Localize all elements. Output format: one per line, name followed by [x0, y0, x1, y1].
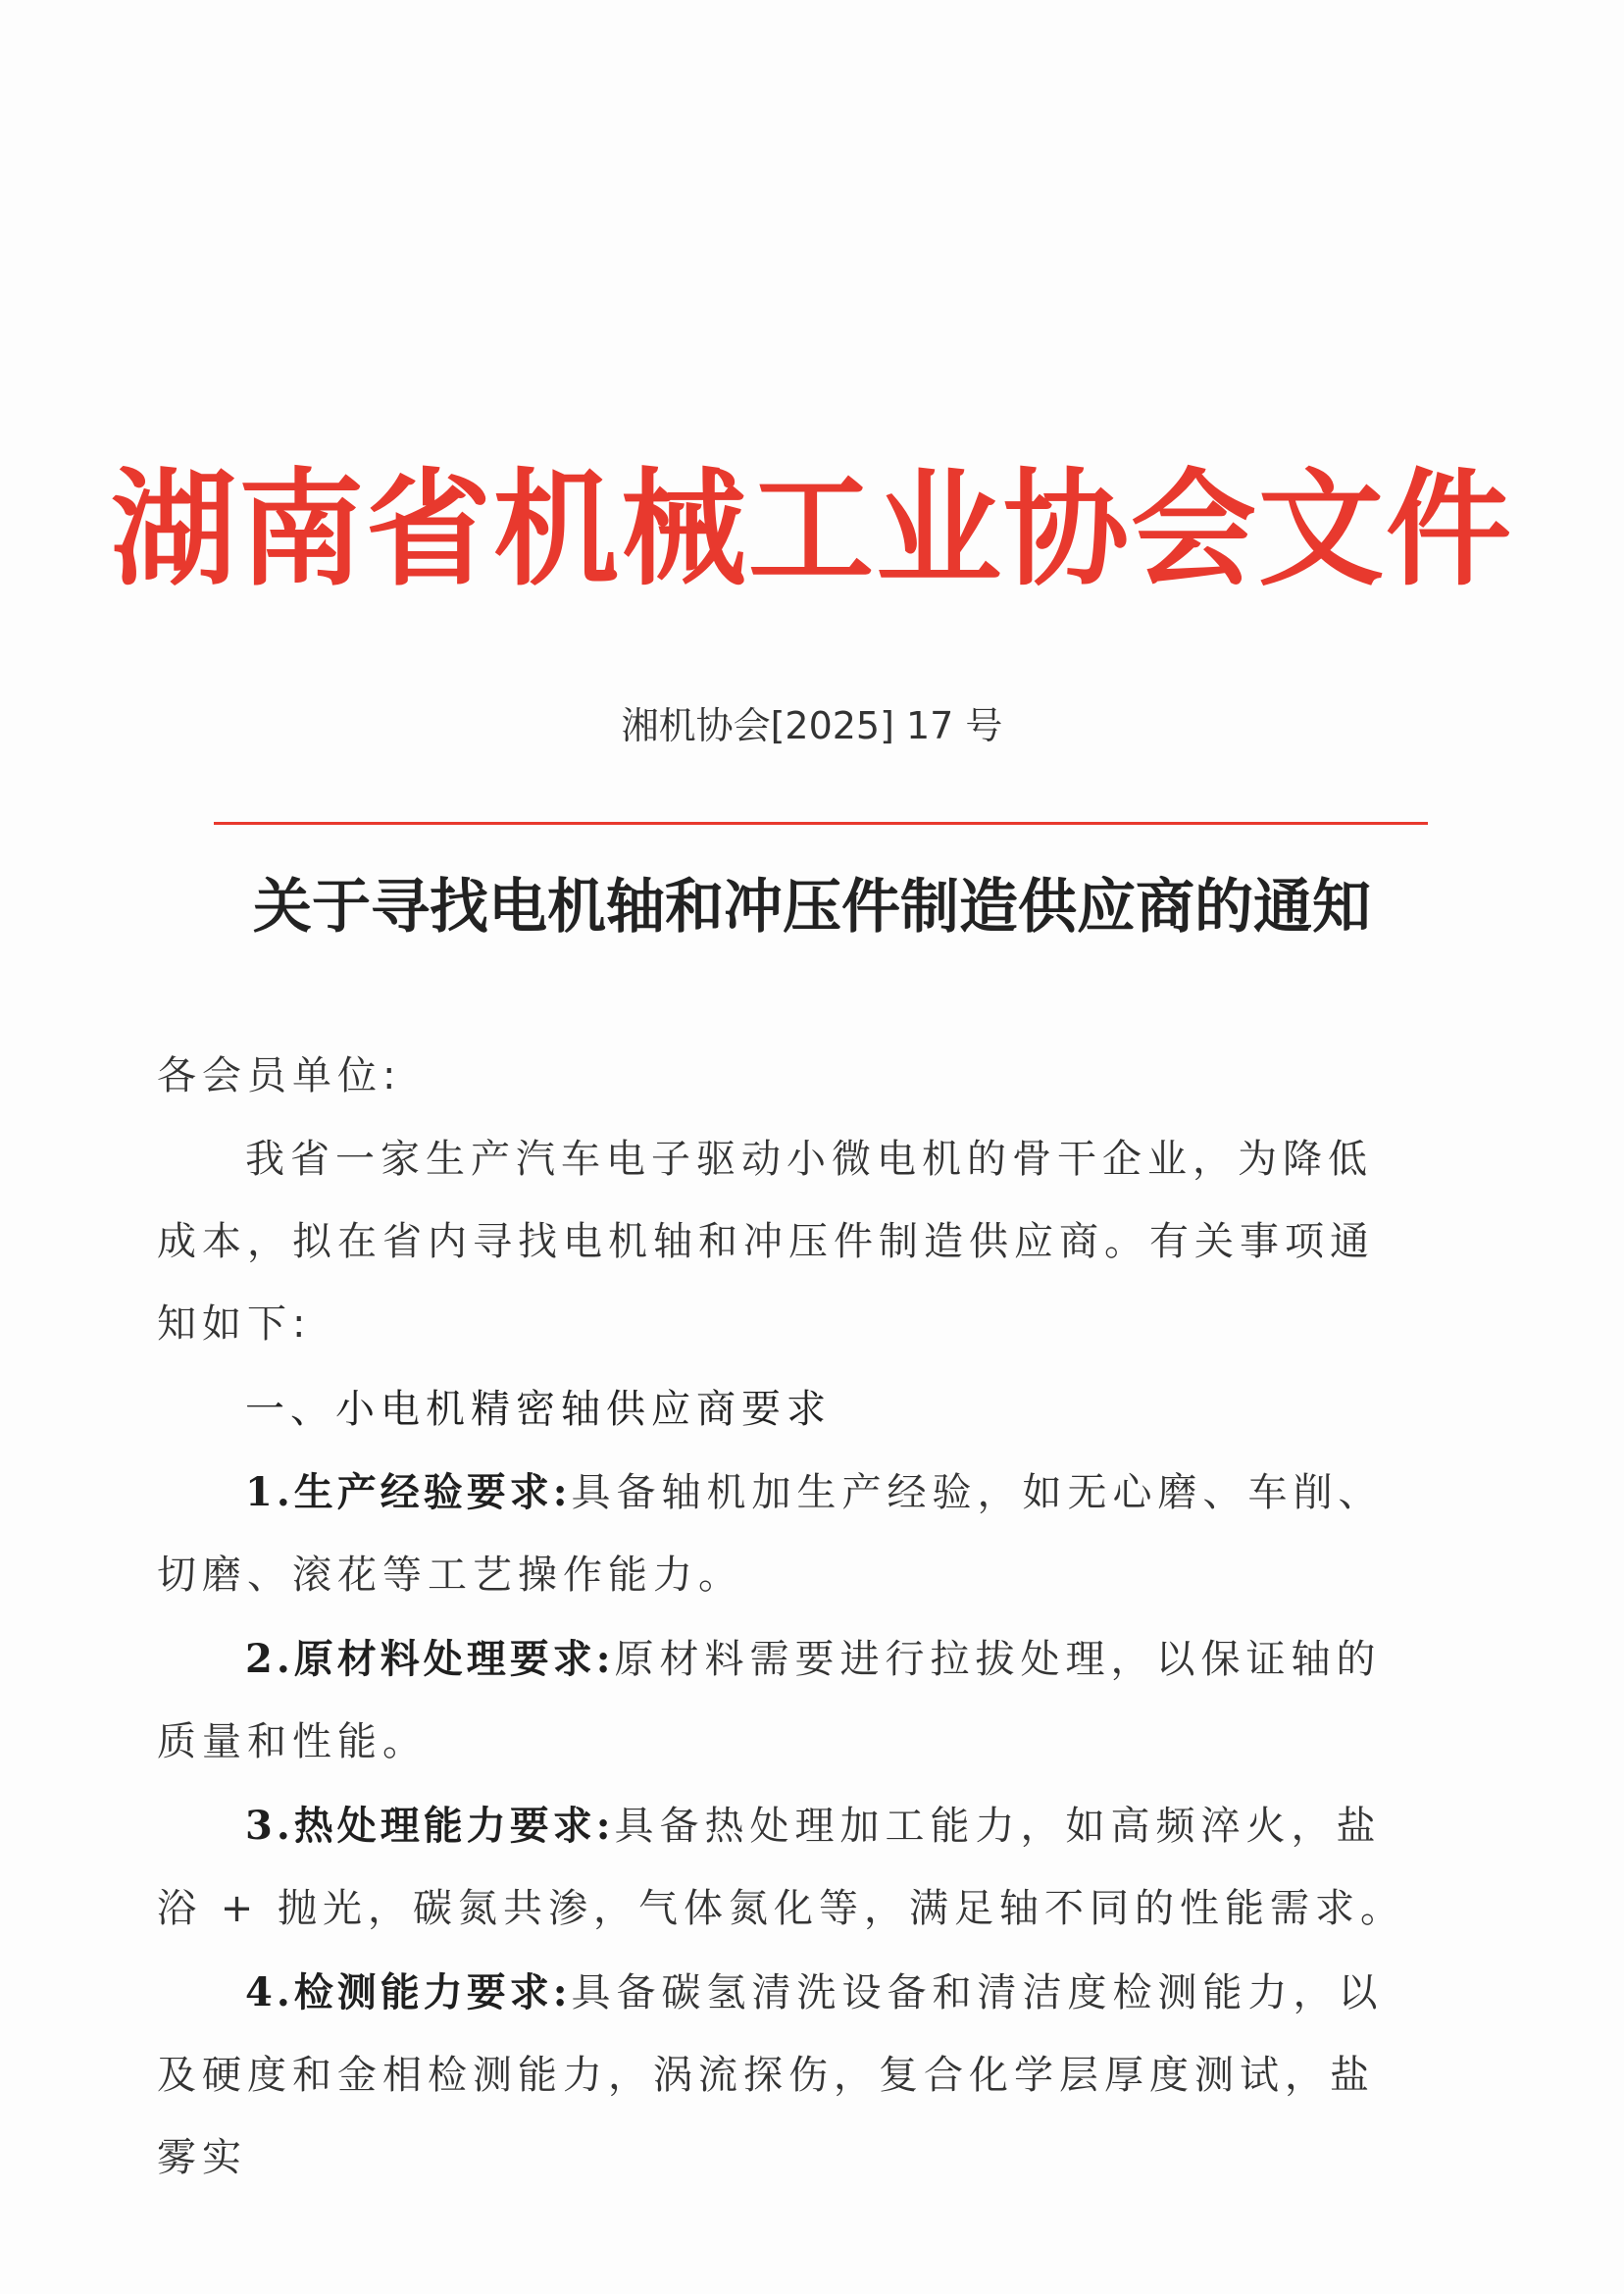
- requirement-item: [157, 1785, 1412, 1950]
- requirement-item: [157, 1618, 1412, 1783]
- document-title: 关于寻找电机轴和冲压件制造供应商的通知: [253, 873, 1371, 942]
- intro-paragraph: 我省一家生产汽车电子驱动小微电机的骨干企业，为降低成本，拟在省内寻找电机轴和冲压件制造供应商。有关事项通知如下:: [157, 1137, 1375, 1347]
- requirement-text: 原材料需要进行拉拔处理，以保证轴的质量和性能。: [157, 1637, 1382, 1764]
- document-number: 湘机协会[2025] 17 号: [621, 704, 1003, 747]
- requirement-label: 3.热处理能力要求:: [245, 1803, 615, 1849]
- section-heading-1: 一、小电机精密轴供应商要求: [245, 1387, 832, 1432]
- header-divider: [214, 822, 1428, 825]
- requirement-text: 具备碳氢清洗设备和清洁度检测能力，以及硬度和金相检测能力，涡流探伤，复合化学层厚度测试，盐雾实: [157, 1970, 1384, 2180]
- requirement-label: 2.原材料处理要求:: [245, 1636, 615, 1682]
- requirement-text: 具备轴机加生产经验，如无心磨、车削、切磨、滚花等工艺操作能力。: [157, 1470, 1384, 1598]
- requirement-label: 1.生产经验要求:: [245, 1469, 572, 1515]
- requirement-label: 4.检测能力要求:: [245, 1969, 572, 2015]
- salutation: 各会员单位:: [157, 1053, 402, 1098]
- requirement-item: [157, 1952, 1412, 2199]
- requirement-text: 具备热处理加工能力，如高频淬火，盐浴 + 抛光，碳氮共渗，气体氮化等，满足轴不同的性能需求。: [157, 1804, 1405, 1931]
- issuer-header: 湖南省机械工业协会文件: [110, 456, 1513, 603]
- requirement-item: [157, 1452, 1412, 1616]
